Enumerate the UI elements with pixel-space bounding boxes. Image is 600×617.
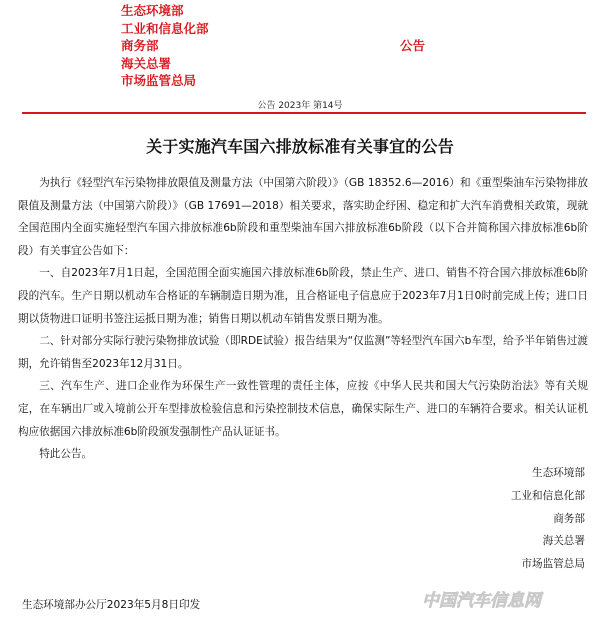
issuer-4: 海关总署 xyxy=(121,55,172,71)
signatory-2: 工业和信息化部 xyxy=(510,489,585,502)
signatory-4: 海关总署 xyxy=(542,535,585,548)
closing-paragraph: 特此公告。 xyxy=(39,448,93,461)
issuer-3: 商务部 xyxy=(121,38,159,53)
item-3-paragraph: 三、汽车生产、进口企业作为环保生产一致性管理的责任主体，应按《中华人民共和国大气污染防治法》等有关规定，在车辆出厂或入境前公开车型排放检验信息和污染控制技术信息，确保实际生产、进口的车辆符合要求。相关认证机构应依据国六排放标准6b阶段颁发强制性产品认证证书。 xyxy=(18,380,588,438)
issuer-2: 工业和信息化部 xyxy=(121,20,209,36)
document-body xyxy=(18,172,588,466)
item-1-paragraph: 一、自2023年7月1日起，全国范围全面实施国六排放标准6b阶段，禁止生产、进口、销售不符合国六排放标准6b阶段的汽车。生产日期以机动车合格证的车辆制造日期为准，且合格证电子信息应于2023年7月1日0时前完成上传；进口日期以货物进口证明书签注运抵日期为准；销售日期以机动车销售发票日期为准。 xyxy=(18,267,588,325)
signature-block xyxy=(511,462,585,576)
issuer-5: 市场监管总局 xyxy=(121,73,197,88)
signatory-5: 市场监管总局 xyxy=(521,558,585,571)
signatory-3: 商务部 xyxy=(553,512,585,525)
issuer-1: 生态环境部 xyxy=(121,3,184,18)
document-title: 关于实施汽车国六排放标准有关事宜的公告 xyxy=(146,137,454,156)
document-type: 公告 xyxy=(400,38,426,53)
red-divider-line xyxy=(22,112,586,114)
intro-paragraph: 为执行《轻型汽车污染物排放限值及测量方法（中国第六阶段）》（GB 18352.6—2016）和《重型柴油车污染物排放限值及测量方法（中国第六阶段）》（GB 17691—2018）相关要求，落实助企纾困、稳定和扩大汽车消费相关政策，现就全国范围内全面实施轻型汽车国六排放标准6b阶段和重型柴油车国六排放标准6b阶段（以下合并简称国六排放标准6b阶段）有关事宜公告如下： xyxy=(18,177,588,257)
issuing-agencies xyxy=(121,2,209,90)
document-number: 公告 2023年 第14号 xyxy=(257,101,343,111)
watermark-logo xyxy=(420,586,590,612)
print-footer: 生态环境部办公厅2023年5月8日印发 xyxy=(22,599,201,611)
signatory-1: 生态环境部 xyxy=(532,467,585,479)
item-2-paragraph: 二、针对部分实际行驶污染物排放试验（即RDE试验）报告结果为“仅监测”等轻型汽车国六b车型，给予半年销售过渡期，允许销售至2023年12月31日。 xyxy=(18,335,588,370)
watermark-text: 中国汽车信息网 xyxy=(422,591,541,611)
